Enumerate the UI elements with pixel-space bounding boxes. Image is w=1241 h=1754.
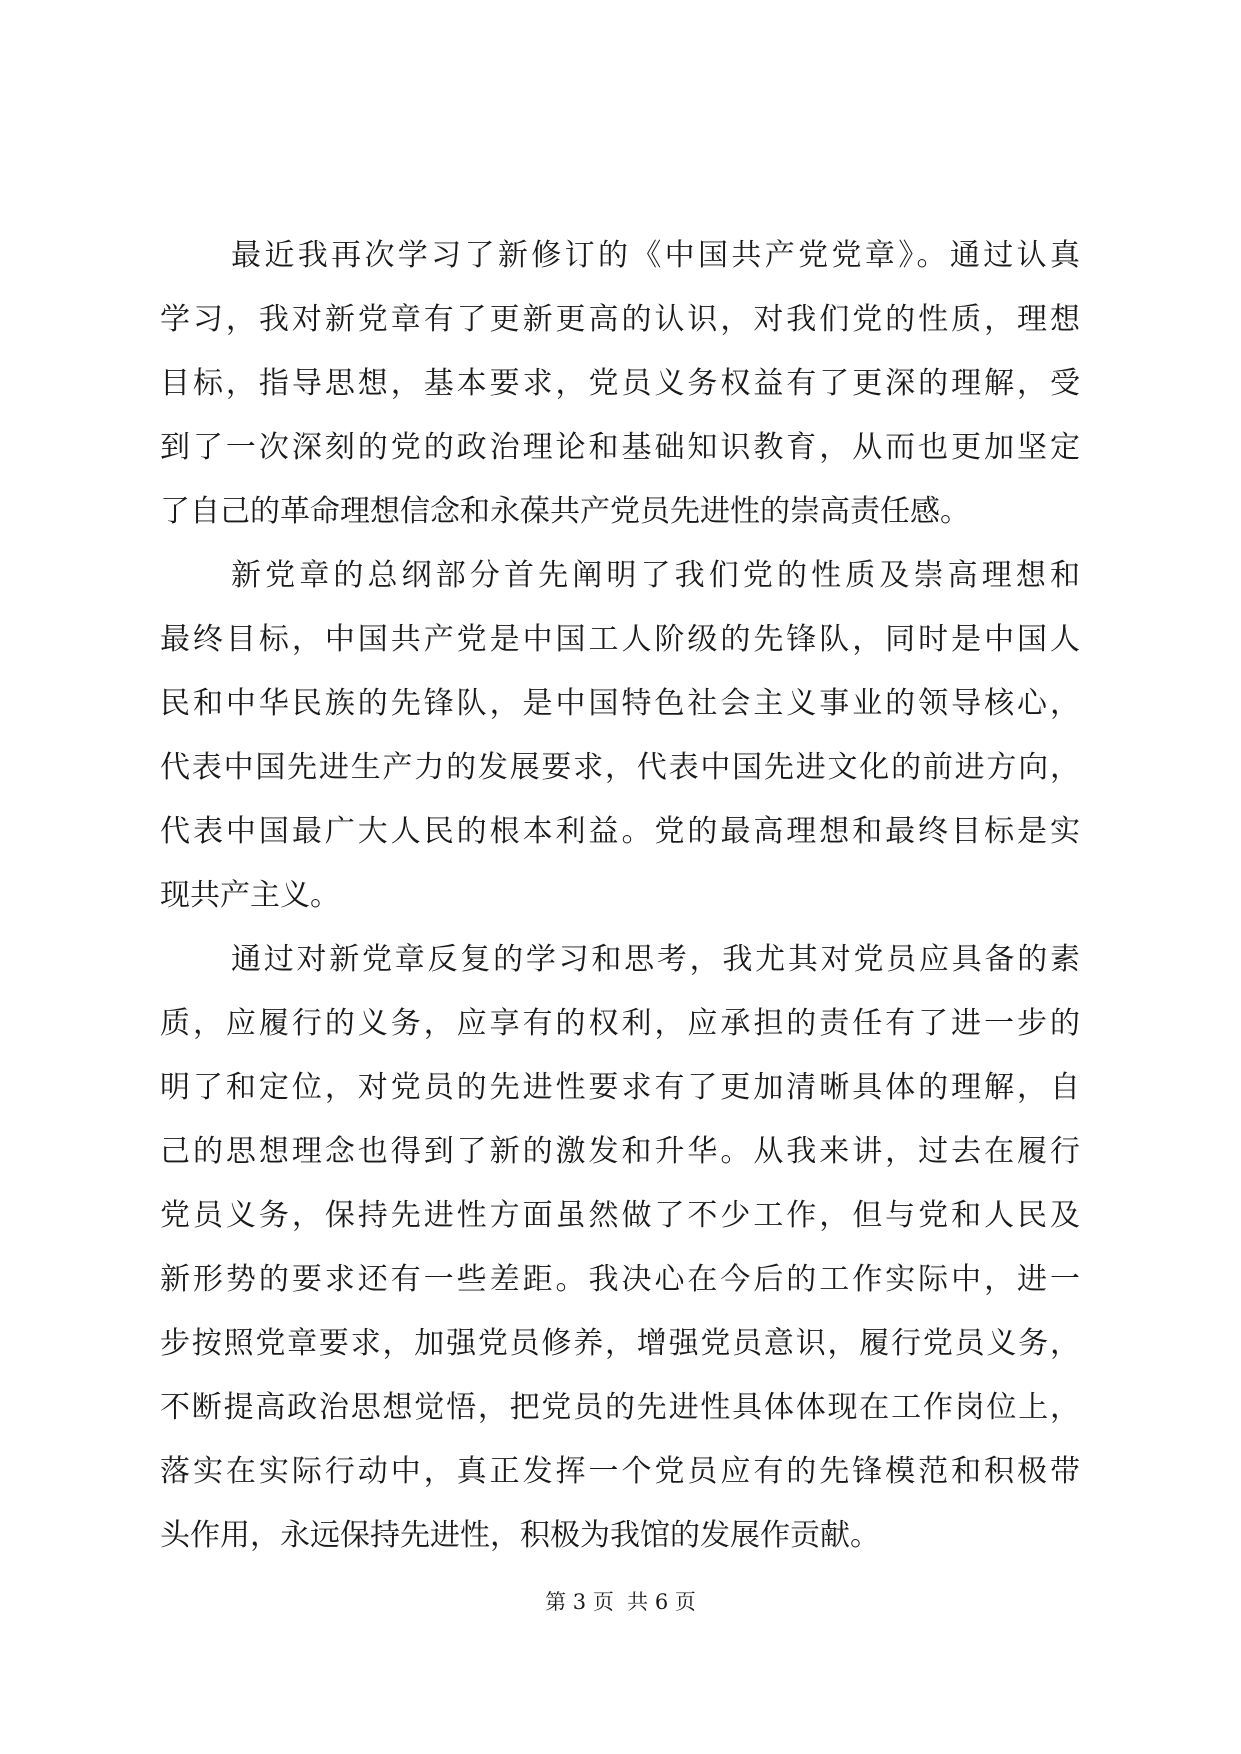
text-line: 了自己的革命理想信念和永葆共产党员先进性的崇高责任感。 — [160, 494, 970, 529]
text-line: 落实在实际行动中，真正发挥一个党员应有的先锋模范和积极带 — [160, 1454, 1080, 1489]
paragraph-2 — [160, 544, 1080, 928]
page-number-label: 第 3 页 共 6 页 — [545, 1590, 696, 1614]
text-line: 现共产主义。 — [160, 878, 340, 913]
paragraph-3 — [160, 928, 1080, 1568]
text-line: 代表中国最广大人民的根本利益。党的最高理想和最终目标是实 — [160, 814, 1080, 849]
text-line: 明了和定位，对党员的先进性要求有了更加清晰具体的理解，自 — [160, 1070, 1080, 1105]
text-line: 民和中华民族的先锋队，是中国特色社会主义事业的领导核心， — [160, 686, 1080, 721]
text-line: 不断提高政治思想觉悟，把党员的先进性具体体现在工作岗位上， — [160, 1390, 1080, 1425]
text-line: 通过对新党章反复的学习和思考，我尤其对党员应具备的素 — [231, 942, 1080, 977]
text-line: 最终目标，中国共产党是中国工人阶级的先锋队，同时是中国人 — [160, 622, 1080, 657]
page-footer — [0, 1587, 1241, 1617]
text-line: 到了一次深刻的党的政治理论和基础知识教育，从而也更加坚定 — [160, 430, 1080, 465]
text-line: 最近我再次学习了新修订的《中国共产党党章》。通过认真 — [231, 238, 1080, 273]
text-line: 步按照党章要求，加强党员修养，增强党员意识，履行党员义务， — [160, 1326, 1080, 1361]
document-body — [160, 224, 1080, 1568]
text-line: 目标，指导思想，基本要求，党员义务权益有了更深的理解，受 — [160, 366, 1080, 401]
text-line: 党员义务，保持先进性方面虽然做了不少工作，但与党和人民及 — [160, 1198, 1080, 1233]
text-line: 代表中国先进生产力的发展要求，代表中国先进文化的前进方向， — [160, 750, 1080, 785]
text-line: 学习，我对新党章有了更新更高的认识，对我们党的性质，理想 — [160, 302, 1080, 337]
text-line: 质，应履行的义务，应享有的权利，应承担的责任有了进一步的 — [160, 1006, 1080, 1041]
text-line: 新党章的总纲部分首先阐明了我们党的性质及崇高理想和 — [231, 558, 1080, 593]
paragraph-1 — [160, 224, 1080, 544]
text-line: 己的思想理念也得到了新的激发和升华。从我来讲，过去在履行 — [160, 1134, 1080, 1169]
text-line: 新形势的要求还有一些差距。我决心在今后的工作实际中，进一 — [160, 1262, 1080, 1297]
text-line: 头作用，永远保持先进性，积极为我馆的发展作贡献。 — [160, 1518, 880, 1553]
